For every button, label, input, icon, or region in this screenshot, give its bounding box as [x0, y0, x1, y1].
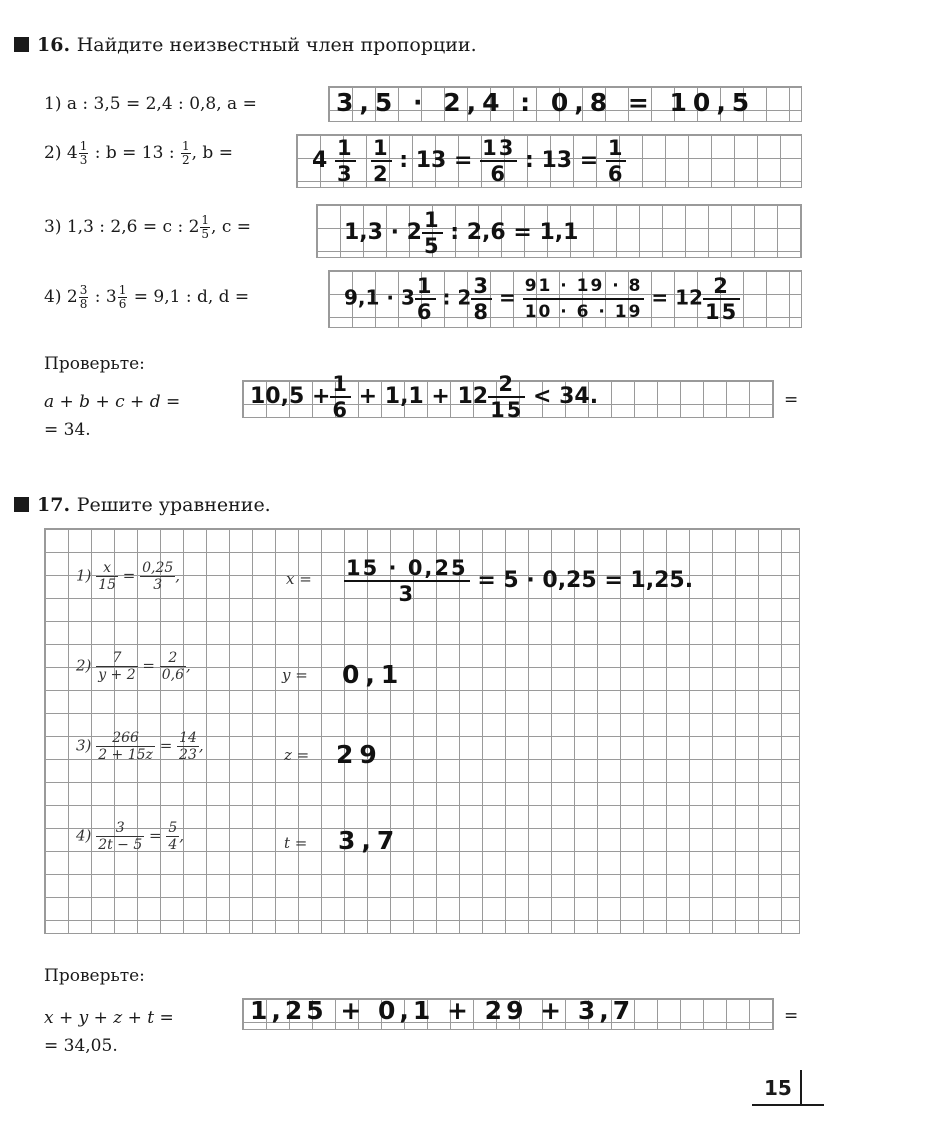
task-16-title: Найдите неизвестный член пропорции.	[76, 34, 477, 56]
page-number-rule-vertical	[800, 1070, 802, 1106]
task-17-number: 17.	[37, 494, 71, 516]
handwritten-check-16: 10,5 + $\frac{1}{6}$ + 1,1 + 12 $\frac{2}{15}$ < 34.	[250, 372, 599, 422]
task-17-item-3: 3) $\frac{266}{2 + 15z}$ = $\frac{14}{23}$ ,	[76, 730, 204, 763]
task-16-check-equation: a + b + c + d =	[44, 392, 181, 412]
task-16-item-4: 4) 2 $\frac{3}{8}$ : 3 $\frac{1}{6}$ = 9,1 : d, d =	[44, 283, 250, 311]
handwritten-answer-16-1: 3,5 · 2,4 : 0,8 = 10,5	[336, 88, 756, 117]
item-label: 1)	[44, 94, 62, 114]
task-16-number: 16.	[37, 34, 71, 56]
task-17-check-equation: x + y + z + t =	[44, 1008, 174, 1028]
handwritten-answer-17-4: 3,7	[338, 826, 401, 855]
handwritten-answer-17-2: 0,1	[342, 660, 405, 689]
task-16-heading	[14, 34, 477, 56]
var-y: y =	[282, 666, 308, 684]
task-17-title: Решите уравнение.	[76, 494, 271, 516]
task-17-result: = 34,05.	[44, 1036, 118, 1056]
page-number: 15	[764, 1076, 792, 1100]
task-17-item-1: 1) $\frac{x}{15}$ = $\frac{0,25}{3}$ ,	[76, 560, 181, 593]
task-16-check-label: Проверьте:	[44, 354, 145, 374]
task-16-item-1	[44, 94, 257, 114]
var-x: x =	[286, 570, 312, 588]
square-bullet-icon	[14, 37, 29, 52]
task-16-item-2: 2) 4 $\frac{1}{3}$ : b = 13 : $\frac{1}{2}$ , b =	[44, 139, 233, 167]
handwritten-answer-16-2: 4 $\frac{1}{3}$ $\frac{1}{2}$ : 13 = $\frac{13}{6}$ : 13 = $\frac{1}{6}$	[312, 136, 625, 186]
fraction: $\frac{1}{2}$	[181, 139, 190, 167]
handwritten-answer-17-3: 29	[336, 740, 383, 769]
task-16-item-3: 3) 1,3 : 2,6 = c : 2 $\frac{1}{5}$ , c =	[44, 213, 252, 241]
handwritten-check-17: 1,25 + 0,1 + 29 + 3,7	[250, 996, 635, 1025]
handwritten-answer-16-4: 9,1 · 3 $\frac{1}{6}$ : 2 $\frac{3}{8}$ = $\frac{91 \cdot 19 \cdot 8}{10 \cdot 6 \cdot 19}$ = 12 $\frac{2}{15}$	[344, 274, 739, 324]
handwritten-answer-17-1: $\frac{15 \cdot 0,25}{3}$ = 5 · 0,25 = 1,25.	[346, 556, 694, 606]
square-bullet-icon	[14, 497, 29, 512]
fraction: $\frac{1}{3}$	[79, 139, 88, 167]
task-17-check-label: Проверьте:	[44, 966, 145, 986]
task-17-item-2: 2) $\frac{7}{y + 2}$ = $\frac{2}{0,6}$ ,	[76, 650, 191, 683]
task-17-item-4: 4) $\frac{3}{2t - 5}$ = $\frac{5}{4}$ ,	[76, 820, 185, 853]
task-16-result: = 34.	[44, 420, 91, 440]
var-z: z =	[284, 746, 310, 764]
task-17-heading	[14, 494, 271, 516]
handwritten-answer-16-3: 1,3 · 2 $\frac{1}{5}$ : 2,6 = 1,1	[344, 208, 579, 258]
check-equals-17: =	[784, 1006, 799, 1026]
page-number-rule-horizontal	[752, 1104, 824, 1106]
item-equation: a : 3,5 = 2,4 : 0,8, a =	[66, 94, 257, 114]
var-t: t =	[284, 834, 308, 852]
check-equals-16: =	[784, 390, 799, 410]
